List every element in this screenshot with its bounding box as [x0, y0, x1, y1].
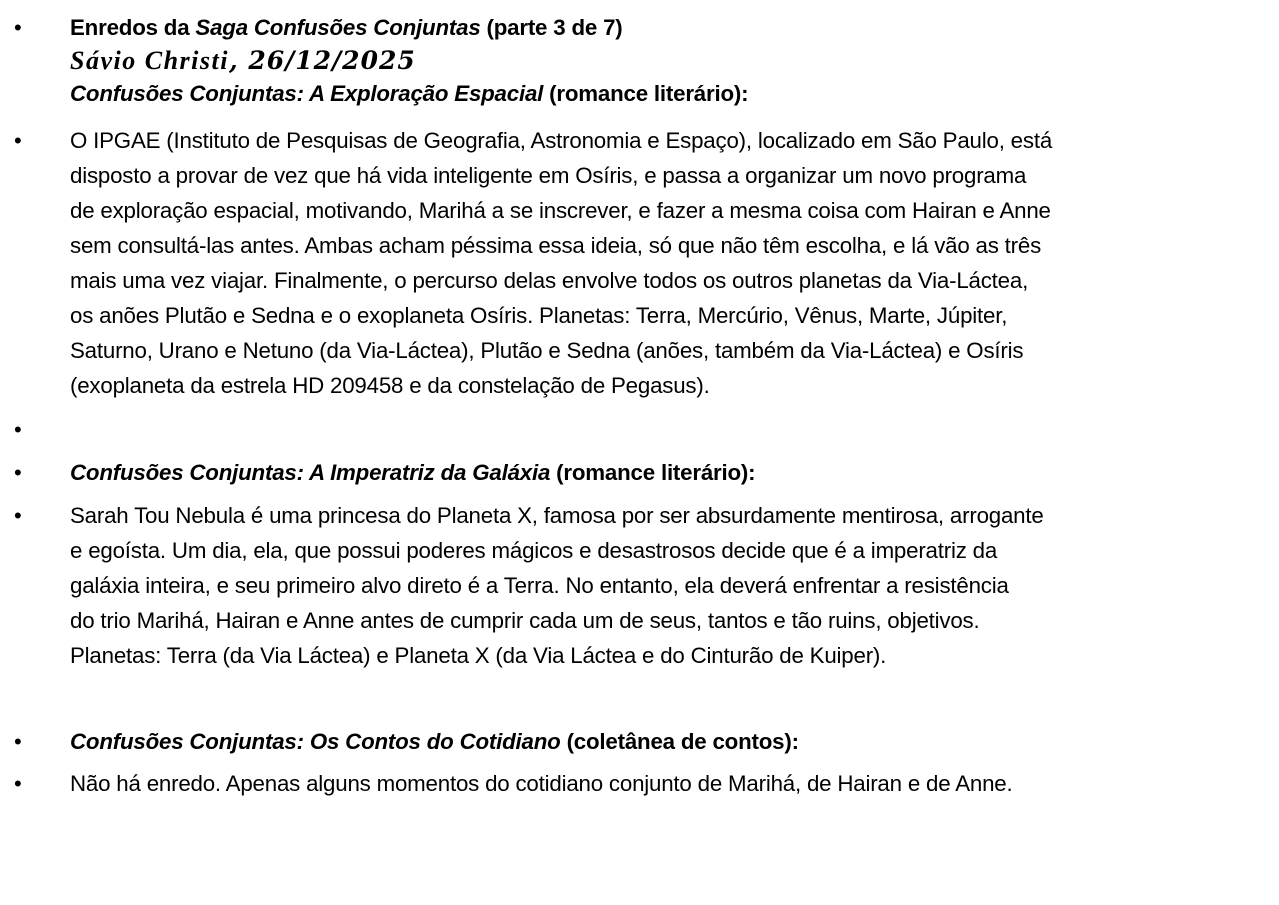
paragraph-line: sem consultá-las antes. Ambas acham péssima essa ideia, só que não têm escolha, e lá vão as três [70, 233, 1042, 258]
author-name: Sávio Christi [70, 46, 229, 75]
author-signature [70, 45, 1265, 76]
section3-body [70, 766, 1265, 801]
section2-body [70, 498, 1265, 673]
section1-genre: (romance literário): [543, 81, 749, 106]
paragraph-line: mais uma vez viajar. Finalmente, o percurso delas envolve todos os outros planetas da Via-Láctea, [70, 268, 1029, 293]
paragraph-line: de exploração espacial, motivando, Marihá a se inscrever, e fazer a mesma coisa com Hairan e Anne [70, 198, 1051, 223]
bullet: • [14, 503, 22, 528]
paragraph-line: Sarah Tou Nebula é uma princesa do Planeta X, famosa por ser absurdamente mentirosa, arrogante [70, 503, 1044, 528]
bullet: • [14, 128, 22, 153]
author-date: , 26/12/2025 [228, 46, 416, 75]
bullet: • [14, 771, 22, 796]
paragraph-line: Planetas: Terra (da Via Láctea) e Planeta X (da Via Láctea e do Cinturão de Kuiper). [70, 643, 887, 668]
section2-genre: (romance literário): [550, 460, 756, 485]
section3-genre: (coletânea de contos): [560, 729, 799, 754]
paragraph-line: O IPGAE (Instituto de Pesquisas de Geografia, Astronomia e Espaço), localizado em São Paulo, está [70, 128, 1053, 153]
section3-heading [70, 724, 1265, 759]
header-content [70, 10, 1265, 111]
bullet: • [14, 417, 22, 442]
paragraph-line: Saturno, Urano e Netuno (da Via-Láctea), Plutão e Sedna (anões, também da Via-Láctea) e Osíris [70, 338, 1024, 363]
paragraph-line: disposto a provar de vez que há vida inteligente em Osíris, e passa a organizar um novo programa [70, 163, 1027, 188]
section2-title: Confusões Conjuntas: A Imperatriz da Galáxia [70, 460, 551, 485]
paragraph-line: Não há enredo. Apenas alguns momentos do cotidiano conjunto de Marihá, de Hairan e de Anne. [70, 771, 1013, 796]
bullet: • [14, 15, 22, 40]
section1-heading [70, 76, 1265, 111]
document-title: Enredos da Saga Confusões Conjuntas (parte 3 de 7) [70, 15, 623, 40]
saga-name: Saga Confusões Conjuntas [195, 15, 481, 40]
paragraph-line: e egoísta. Um dia, ela, que possui poderes mágicos e desastrosos decide que é a imperatriz da [70, 538, 998, 563]
paragraph-line: (exoplaneta da estrela HD 209458 e da constelação de Pegasus). [70, 373, 710, 398]
section1-title: Confusões Conjuntas: A Exploração Espacial [70, 81, 544, 106]
section2-heading [70, 455, 1265, 490]
paragraph-line: galáxia inteira, e seu primeiro alvo direto é a Terra. No entanto, ela deverá enfrentar a resistência [70, 573, 1009, 598]
paragraph-line: os anões Plutão e Sedna e o exoplaneta Osíris. Planetas: Terra, Mercúrio, Vênus, Marte, Júpiter, [70, 303, 1008, 328]
bullet: • [14, 729, 22, 754]
bullet: • [14, 460, 22, 485]
paragraph-line: do trio Marihá, Hairan e Anne antes de cumprir cada um de seus, tantos e tão ruins, objetivos. [70, 608, 980, 633]
section1-body [70, 123, 1265, 403]
section3-title: Confusões Conjuntas: Os Contos do Cotidiano [70, 729, 561, 754]
